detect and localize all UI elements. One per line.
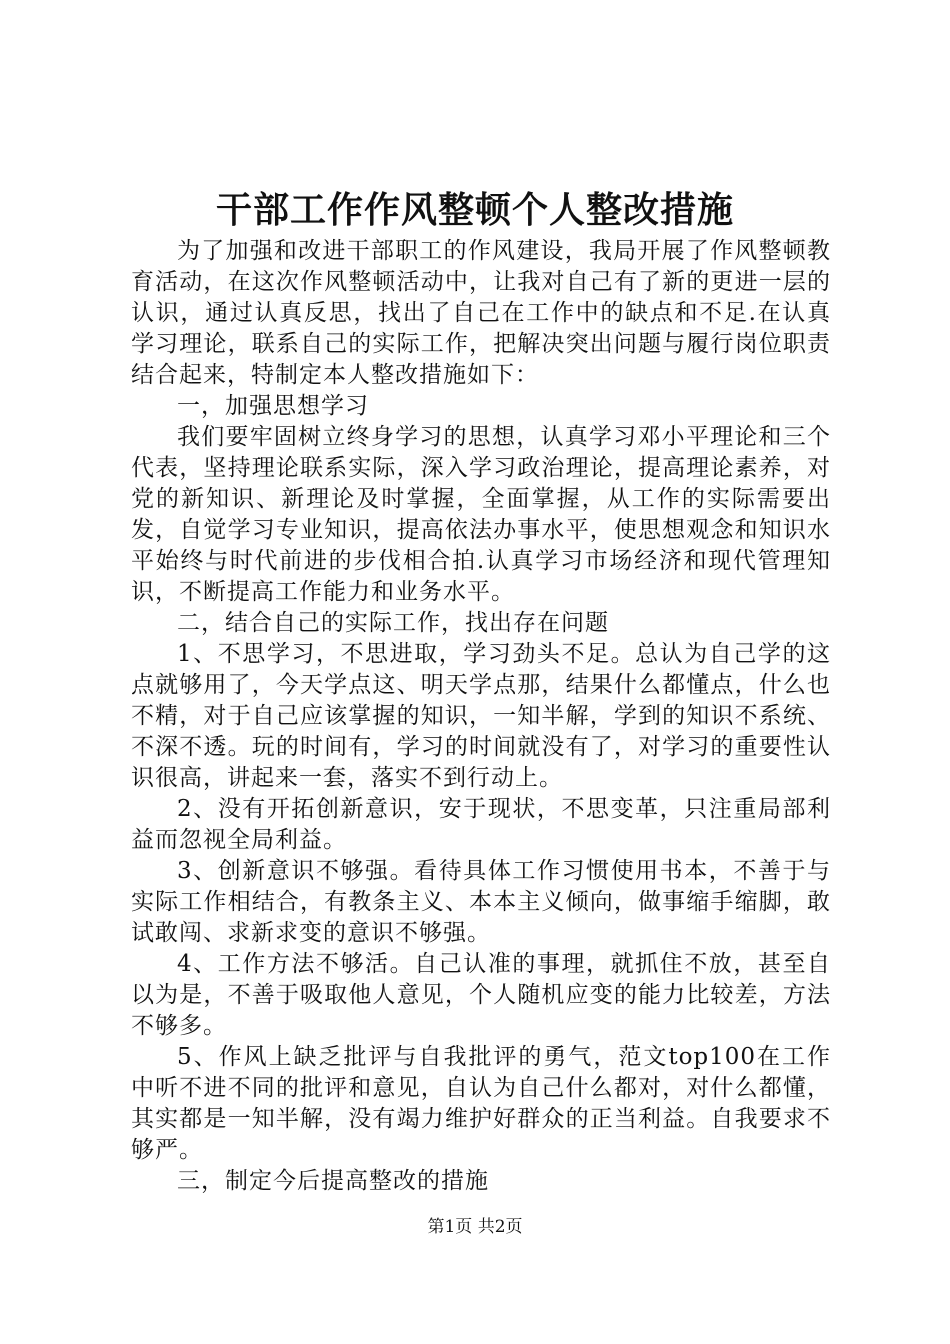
problem-item-4: 4、工作方法不够活。自己认准的事理，就抓住不放，甚至自以为是，不善于吸取他人意见，个人随机应变的能力比较差，方法不够多。 (131, 951, 831, 1039)
document-body (131, 236, 831, 1197)
page-title: 干部工作作风整顿个人整改措施 (215, 189, 734, 231)
problem-item-1: 1、不思学习，不思进取，学习劲头不足。总认为自己学的这点就够用了，今天学点这、明天学点那，结果什么都懂点，什么也不精，对于自己应该掌握的知识，一知半解，学到的知识不系统、不深不透。玩的时间有，学习的时间就没有了，对学习的重要性认识很高，讲起来一套，落实不到行动上。 (131, 641, 831, 791)
section-1-paragraph: 我们要牢固树立终身学习的思想，认真学习邓小平理论和三个代表，坚持理论联系实际，深入学习政治理论，提高理论素养，对党的新知识、新理论及时掌握，全面掌握，从工作的实际需要出发，自觉学习专业知识，提高依法办事水平，使思想观念和知识水平始终与时代前进的步伐相合拍.认真学习市场经济和现代管理知识，不断提高工作能力和业务水平。 (131, 424, 831, 605)
problem-item-5: 5、作风上缺乏批评与自我批评的勇气，范文top100在工作中听不进不同的批评和意见，自认为自己什么都对，对什么都懂，其实都是一知半解，没有竭力维护好群众的正当利益。自我要求不够严。 (131, 1044, 831, 1163)
problem-item-3: 3、创新意识不够强。看待具体工作习惯使用书本，不善于与实际工作相结合，有教条主义、本本主义倾向，做事缩手缩脚，敢试敢闯、求新求变的意识不够强。 (131, 858, 831, 946)
section-heading-1: 一，加强思想学习 (177, 393, 369, 419)
page-footer: 第1页 共2页 (427, 1217, 523, 1237)
section-heading-3: 三，制定今后提高整改的措施 (177, 1168, 489, 1194)
section-heading-2: 二，结合自己的实际工作，找出存在问题 (177, 610, 609, 636)
intro-paragraph: 为了加强和改进干部职工的作风建设，我局开展了作风整顿教育活动，在这次作风整顿活动中，让我对自己有了新的更进一层的认识，通过认真反思，找出了自己在工作中的缺点和不足.在认真学习理论，联系自己的实际工作，把解决突出问题与履行岗位职责结合起来，特制定本人整改措施如下： (131, 238, 831, 388)
problem-item-2: 2、没有开拓创新意识，安于现状，不思变革，只注重局部利益而忽视全局利益。 (131, 796, 831, 853)
